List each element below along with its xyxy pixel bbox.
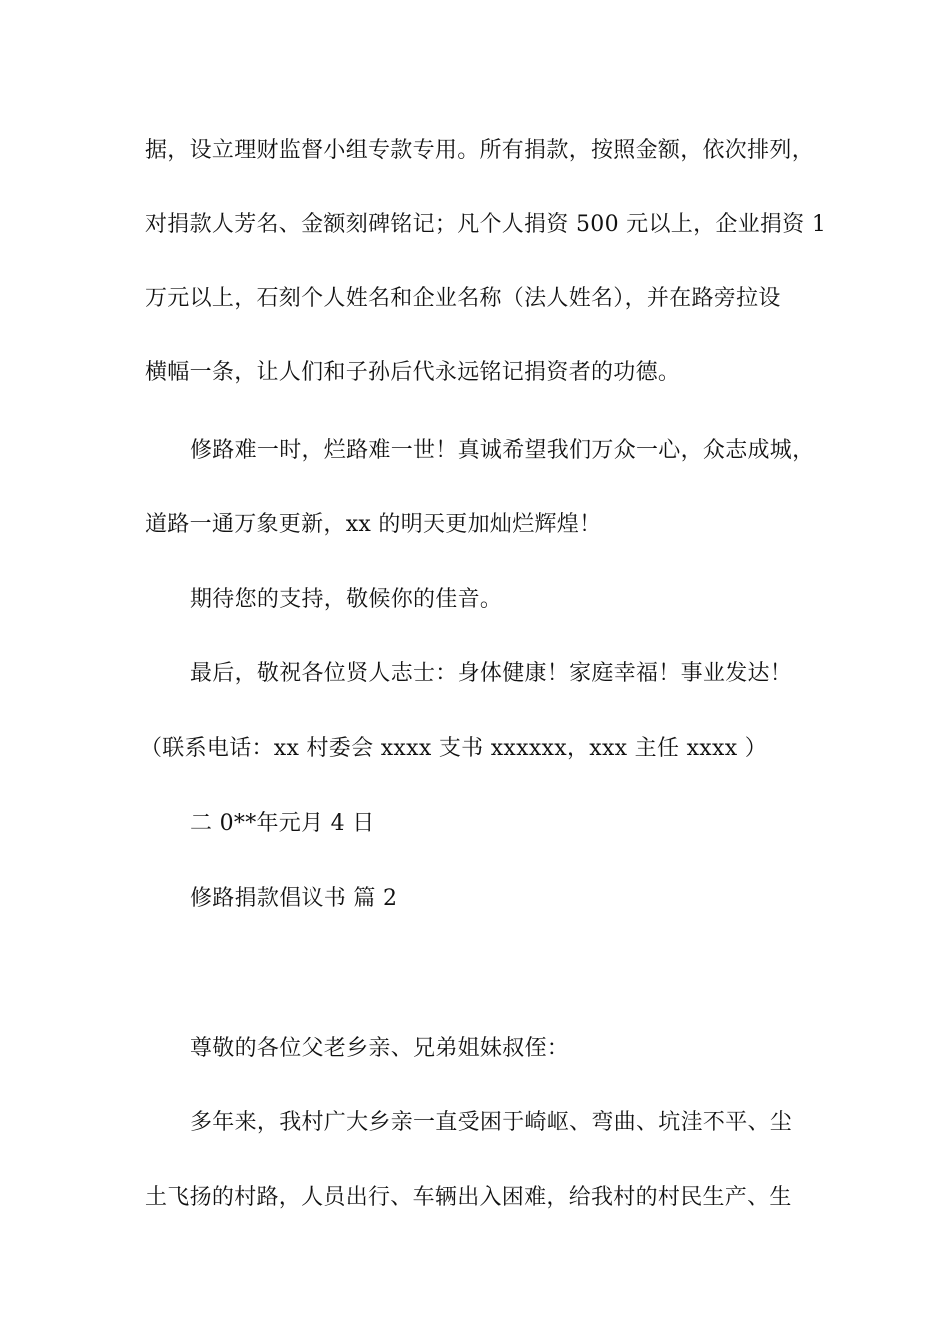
paragraph-line-4: 横幅一条，让人们和子孙后代永远铭记捐资者的功德。 — [145, 360, 681, 385]
paragraph-line-8: 最后，敬祝各位贤人志士：身体健康！家庭幸福！事业发达！ — [190, 661, 793, 686]
paragraph-line-13: 多年来，我村广大乡亲一直受困于崎岖、弯曲、坑洼不平、尘 — [190, 1110, 793, 1135]
paragraph-line-7: 期待您的支持，敬候你的佳音。 — [190, 587, 503, 612]
salutation-line: 尊敬的各位父老乡亲、兄弟姐妹叔侄： — [190, 1036, 570, 1061]
date-line: 二 0**年元月 4 日 — [190, 811, 375, 836]
paragraph-line-5: 修路难一时，烂路难一世！真诚希望我们万众一心，众志成城， — [190, 438, 815, 463]
paragraph-line-14: 土飞扬的村路，人员出行、车辆出入困难，给我村的村民生产、生 — [145, 1185, 792, 1210]
paragraph-line-2: 对捐款人芳名、金额刻碑铭记；凡个人捐资 500 元以上，企业捐资 1 — [145, 212, 827, 237]
paragraph-line-3: 万元以上，石刻个人姓名和企业名称（法人姓名），并在路旁拉设 — [145, 286, 781, 311]
paragraph-line-1: 据，设立理财监督小组专款专用。所有捐款，按照金额，依次排列， — [145, 138, 815, 163]
paragraph-line-6: 道路一通万象更新，xx 的明天更加灿烂辉煌！ — [145, 512, 602, 537]
section-title: 修路捐款倡议书 篇 2 — [190, 886, 398, 911]
contact-line: （联系电话：xx 村委会 xxxx 支书 xxxxxx，xxx 主任 xxxx ） — [140, 736, 767, 761]
